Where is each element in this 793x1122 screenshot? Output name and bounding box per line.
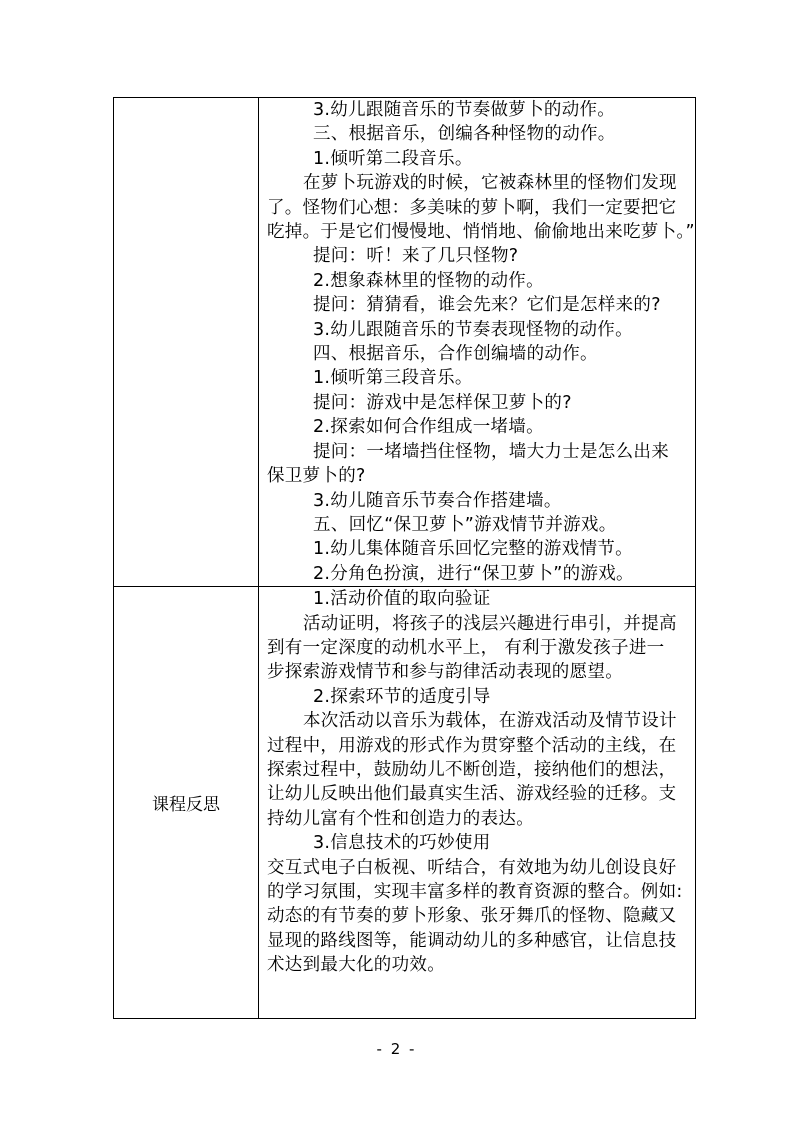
activity-process-cell: [259, 98, 696, 587]
page-number: - 2 -: [376, 1040, 417, 1058]
text-line: 提问：游戏中是怎样保卫萝卜的?: [313, 392, 572, 413]
text-line: 交互式电子白板视、听结合，有效地为幼儿创设良好: [267, 857, 677, 878]
text-line: 术达到最大化的功效。: [267, 955, 445, 976]
text-line: 1.倾听第三段音乐。: [313, 368, 473, 389]
text-line: 提问：听！来了几只怪物?: [313, 246, 519, 267]
text-line: 3.幼儿随音乐节奏合作搭建墙。: [313, 490, 562, 511]
text-line: 提问：一堵墙挡住怪物，墙大力士是怎么出来: [313, 441, 669, 462]
text-line: 1.倾听第二段音乐。: [313, 148, 473, 169]
text-line: 到有一定深度的动机水平上， 有利于激发孩子进一: [267, 637, 665, 658]
text-line: 3.信息技术的巧妙使用: [313, 833, 491, 854]
row-label-empty: [114, 98, 259, 587]
course-reflection-cell: [259, 587, 696, 1019]
text-line: 过程中，用游戏的形式作为贯穿整个活动的主线，在: [267, 735, 677, 756]
lesson-table: [113, 97, 696, 1019]
text-line: 2.想象森林里的怪物的动作。: [313, 270, 544, 291]
text-line: 2.探索环节的适度引导: [313, 686, 491, 707]
text-line: 探索过程中，鼓励幼儿不断创造，接纳他们的想法，: [267, 759, 677, 780]
text-line: 让幼儿反映出他们最真实生活、游戏经验的迁移。支: [267, 784, 677, 805]
text-line: 五、回忆“保卫萝卜”游戏情节并游戏。: [313, 514, 617, 535]
course-reflection-label: 课程反思: [114, 587, 259, 1019]
table-row: [114, 98, 696, 587]
text-line: 了。怪物们心想：多美味的萝卜啊，我们一定要把它: [267, 197, 677, 218]
text-line: 保卫萝卜的?: [267, 466, 366, 487]
text-line: 3.幼儿跟随音乐的节奏表现怪物的动作。: [313, 319, 633, 340]
text-line: 活动证明，将孩子的浅层兴趣进行串引，并提高: [303, 613, 677, 634]
text-line: 在萝卜玩游戏的时候，它被森林里的怪物们发现: [303, 173, 677, 194]
text-line: 步探索游戏情节和参与韵律活动表现的愿望。: [267, 662, 623, 683]
table-row: [114, 587, 696, 1019]
text-line: 显现的路线图等，能调动幼儿的多种感官，让信息技: [267, 930, 677, 951]
text-line: 1.幼儿集体随音乐回忆完整的游戏情节。: [313, 539, 633, 560]
text-line: 1.活动价值的取向验证: [313, 589, 491, 610]
text-line: 三、根据音乐，创编各种怪物的动作。: [313, 124, 616, 145]
text-line: 本次活动以音乐为载体，在游戏活动及情节设计: [303, 711, 677, 732]
text-line: 动态的有节奏的萝卜形象、张牙舞爪的怪物、隐藏又: [267, 906, 677, 927]
text-line: 3.幼儿跟随音乐的节奏做萝卜的动作。: [313, 100, 616, 120]
text-line: 的学习氛围，实现丰富多样的教育资源的整合。例如:: [267, 882, 683, 902]
text-line: 吃掉。于是它们慢慢地、悄悄地、偷偷地出来吃萝卜。”: [267, 222, 695, 243]
text-line: 2.探索如何合作组成一堵墙。: [313, 417, 544, 438]
text-line: 持幼儿富有个性和创造力的表达。: [267, 808, 534, 829]
text-line: 四、根据音乐，合作创编墙的动作。: [313, 344, 598, 365]
text-line: 提问：猜猜看，谁会先来？它们是怎样来的?: [313, 295, 661, 316]
text-line: 2.分角色扮演，进行“保卫萝卜”的游戏。: [313, 563, 634, 584]
